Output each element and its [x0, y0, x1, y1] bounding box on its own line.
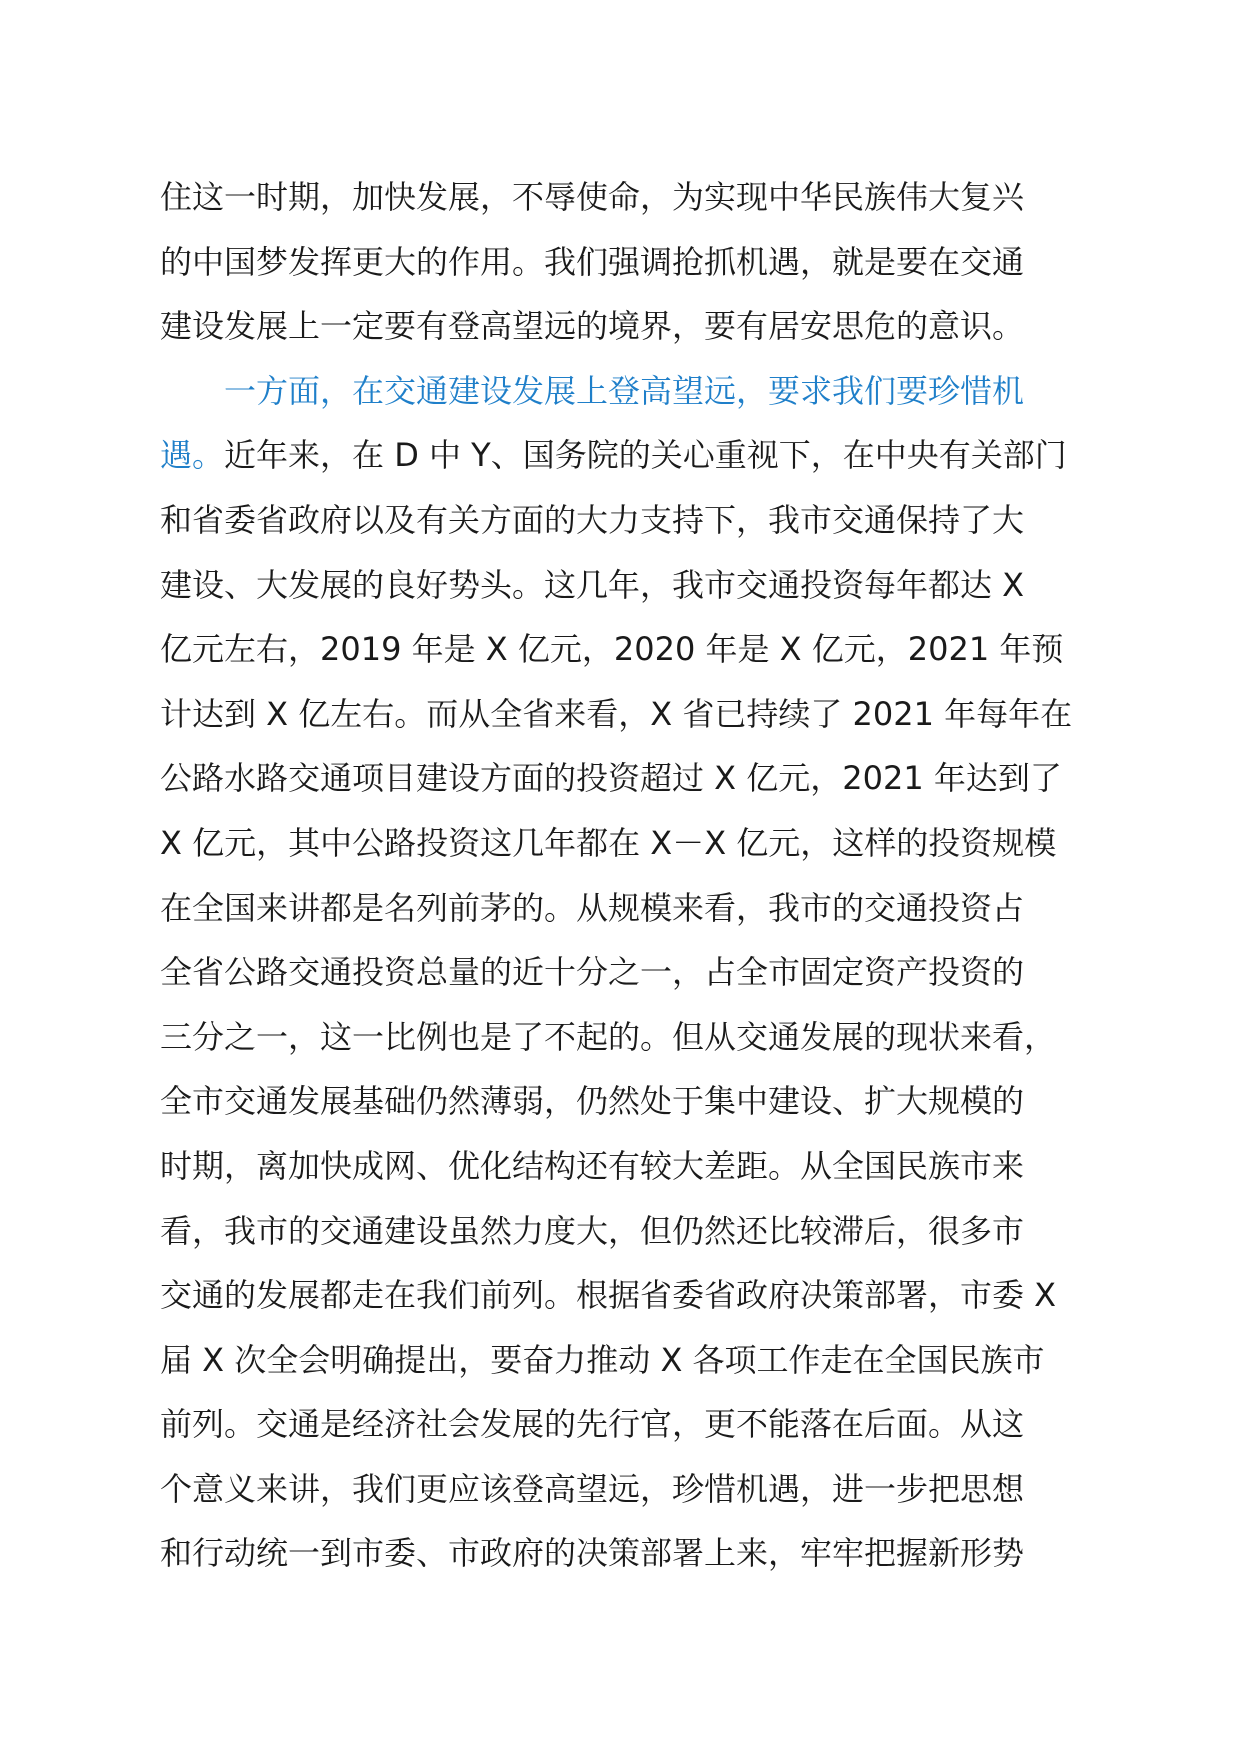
- text-line: 看，我市的交通建设虽然力度大，但仍然还比较滞后，很多市: [160, 1211, 1025, 1250]
- document-page: [160, 165, 1120, 1586]
- text-line: 公路水路交通项目建设方面的投资超过 X 亿元，2021 年达到了: [160, 759, 1062, 798]
- text-line: 的中国梦发挥更大的作用。我们强调抢抓机遇，就是要在交通: [160, 242, 1025, 281]
- section-heading-continued: 遇。: [160, 436, 225, 475]
- text-line: 全省公路交通投资总量的近十分之一，占全市固定资产投资的: [160, 953, 1025, 992]
- text-line-rest: 近年来，在 D 中 Y、国务院的关心重视下，在中央有关部门: [224, 436, 1067, 475]
- text-line: 建设发展上一定要有登高望远的境界，要有居安思危的意识。: [160, 307, 1025, 346]
- paragraph-intro: [160, 165, 1120, 359]
- text-line: 三分之一，这一比例也是了不起的。但从交通发展的现状来看，: [160, 1017, 1057, 1056]
- text-line: 建设、大发展的良好势头。这几年，我市交通投资每年都达 X: [160, 565, 1025, 604]
- text-line: 亿元左右，2019 年是 X 亿元，2020 年是 X 亿元，2021 年预: [160, 630, 1064, 669]
- text-line: X 亿元，其中公路投资这几年都在 X－X 亿元，这样的投资规模: [160, 823, 1057, 862]
- section-heading: 一方面，在交通建设发展上登高望远，要求我们要珍惜机: [224, 371, 1025, 410]
- text-line: 计达到 X 亿左右。而从全省来看，X 省已持续了 2021 年每年在: [160, 694, 1073, 733]
- text-line: 和行动统一到市委、市政府的决策部署上来，牢牢把握新形势: [160, 1534, 1025, 1573]
- text-line: 全市交通发展基础仍然薄弱，仍然处于集中建设、扩大规模的: [160, 1082, 1025, 1121]
- text-line: 时期，离加快成网、优化结构还有较大差距。从全国民族市来: [160, 1146, 1025, 1185]
- text-line: 住这一时期，加快发展，不辱使命，为实现中华民族伟大复兴: [160, 178, 1025, 216]
- text-line: 个意义来讲，我们更应该登高望远，珍惜机遇，进一步把思想: [160, 1469, 1025, 1508]
- text-line: 在全国来讲都是名列前茅的。从规模来看，我市的交通投资占: [160, 888, 1025, 927]
- text-line: 交通的发展都走在我们前列。根据省委省政府决策部署，市委 X: [160, 1276, 1057, 1315]
- text-line: 前列。交通是经济社会发展的先行官，更不能落在后面。从这: [160, 1405, 1025, 1444]
- paragraph-opportunity: [160, 359, 1120, 1586]
- text-line: [160, 423, 1120, 488]
- text-line: 和省委省政府以及有关方面的大力支持下，我市交通保持了大: [160, 500, 1025, 539]
- text-line: 届 X 次全会明确提出，要奋力推动 X 各项工作走在全国民族市: [160, 1340, 1045, 1379]
